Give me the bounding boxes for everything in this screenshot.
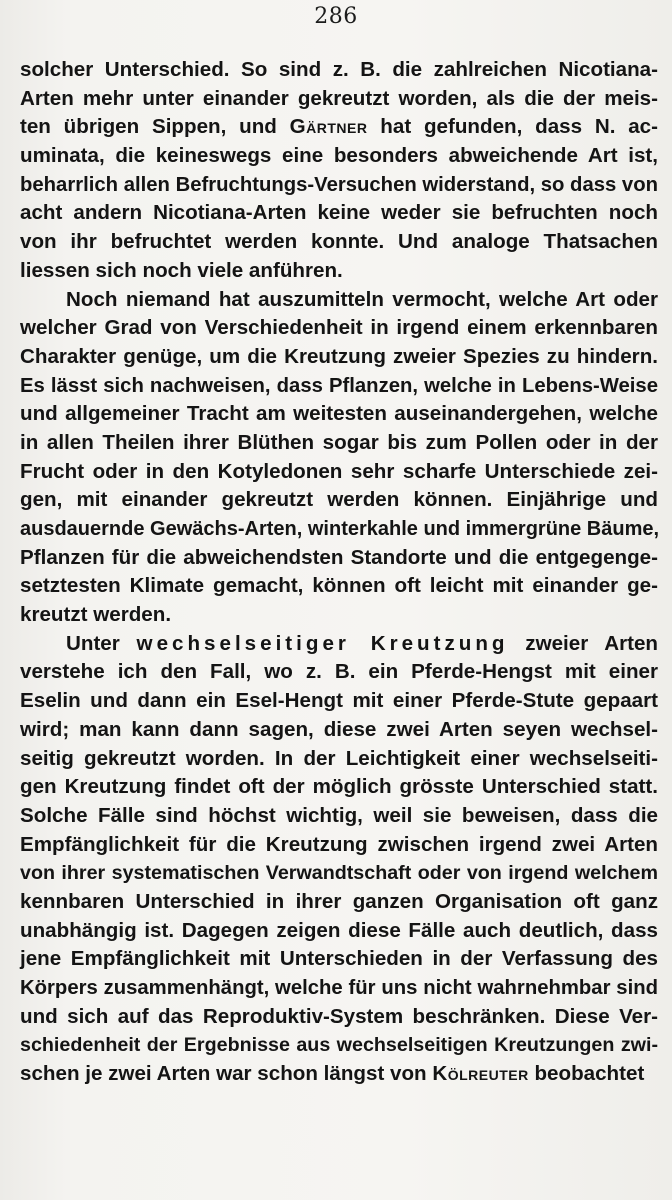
body-text [20, 56, 658, 1089]
text-line: in allen Theilen ihrer Blüthen sogar bis zum Pollen oder in der [20, 430, 658, 454]
text-line: Empfänglichkeit für die Kreutzung zwischen irgend zwei Arten [20, 832, 658, 856]
text-line: Es lässt sich nachweisen, dass Pflanzen, welche in Lebens-Weise [20, 374, 658, 397]
text-line: von ihr befruchtet werden konnte. Und analoge Thatsachen [20, 230, 658, 254]
text-line: unabhängig ist. Dagegen zeigen diese Fälle auch deutlich, dass [20, 918, 658, 942]
text-line: kennbaren Unterschied in ihrer ganzen Organisation oft ganz [20, 889, 658, 913]
small-caps-name: Kölreuter [432, 1062, 529, 1086]
text-segment: schen je zwei Arten war schon längst von [20, 1062, 433, 1086]
text-line: wird; man kann dann sagen, diese zwei Arten seyen wechsel- [20, 717, 658, 741]
text-line: Pflanzen für die abweichendsten Standorte und die entgegenge- [20, 545, 658, 569]
text-line: uminata, die keineswegs eine besonders abweichende Art ist, [20, 144, 658, 168]
text-line: gen, mit einander gekreutzt werden können. Einjährige und [20, 488, 658, 512]
text-line [20, 1060, 658, 1089]
text-line: seitig gekreutzt worden. In der Leichtigkeit einer wechselseiti- [20, 746, 658, 770]
text-line: kreutzt werden. [20, 603, 172, 627]
text-line: und sich auf das Reproduktiv-System beschränken. Diese Ver- [20, 1004, 658, 1028]
text-line: Arten mehr unter einander gekreutzt worden, als die der meis- [20, 86, 658, 110]
text-line: von ihrer systematischen Verwandtschaft oder von irgend welchem [20, 862, 658, 885]
text-line: jene Empfänglichkeit mit Unterschieden in der Verfassung des [20, 947, 658, 971]
text-line: Solche Fälle sind höchst wichtig, weil sie beweisen, dass die [20, 803, 658, 827]
text-segment: ten übrigen Sippen, und [20, 115, 290, 139]
paragraph [20, 286, 658, 630]
text-segment: zweier Arten [508, 631, 659, 655]
text-line [20, 630, 658, 659]
text-segment: hat gefunden, dass N. ac- [367, 115, 658, 139]
text-line: Eselin und dann ein Esel-Hengt mit einer Pferde-Stute gepaart [20, 689, 658, 713]
text-line: beharrlich allen Befruchtungs-Versuchen widerstand, so dass von [20, 173, 658, 196]
text-line: verstehe ich den Fall, wo z. B. ein Pferde-Hengst mit einer [20, 660, 658, 684]
text-line: solcher Unterschied. So sind z. B. die zahlreichen Nicotiana- [20, 58, 658, 81]
paragraph [20, 56, 658, 286]
page-number: 286 [314, 4, 358, 29]
text-line: schiedenheit der Ergebnisse aus wechselseitigen Kreutzungen zwi- [20, 1034, 658, 1057]
text-line: ausdauernde Gewächs-Arten, winterkahle und immergrüne Bäume, [20, 518, 660, 540]
text-line: gen Kreutzung findet oft der möglich grösste Unterschied statt. [20, 775, 658, 799]
text-segment: beobachtet [528, 1062, 645, 1086]
paragraph [20, 630, 658, 1089]
text-line [20, 113, 658, 142]
text-line: welcher Grad von Verschiedenheit in irgend einem erkennbaren [20, 316, 658, 340]
text-line: Frucht oder in den Kotyledonen sehr scharfe Unterschiede zei- [20, 459, 658, 483]
text-line: liessen sich noch viele anführen. [20, 258, 343, 282]
spaced-emphasis: wechselseitiger Kreutzung [136, 631, 509, 655]
text-line: und allgemeiner Tracht am weitesten auseinandergehen, welche [20, 402, 658, 426]
text-line: setztesten Klimate gemacht, können oft leicht mit einander ge- [20, 574, 658, 598]
text-line: Charakter genüge, um die Kreutzung zweier Spezies zu hindern. [20, 344, 658, 368]
text-line: Körpers zusammenhängt, welche für uns nicht wahrnehmbar sind [20, 977, 658, 999]
small-caps-name: Gärtner [289, 115, 368, 139]
text-segment: Unter [66, 631, 137, 655]
text-line: Noch niemand hat auszumitteln vermocht, welche Art oder [66, 287, 658, 311]
text-line: acht andern Nicotiana-Arten keine weder sie befruchten noch [20, 201, 658, 225]
